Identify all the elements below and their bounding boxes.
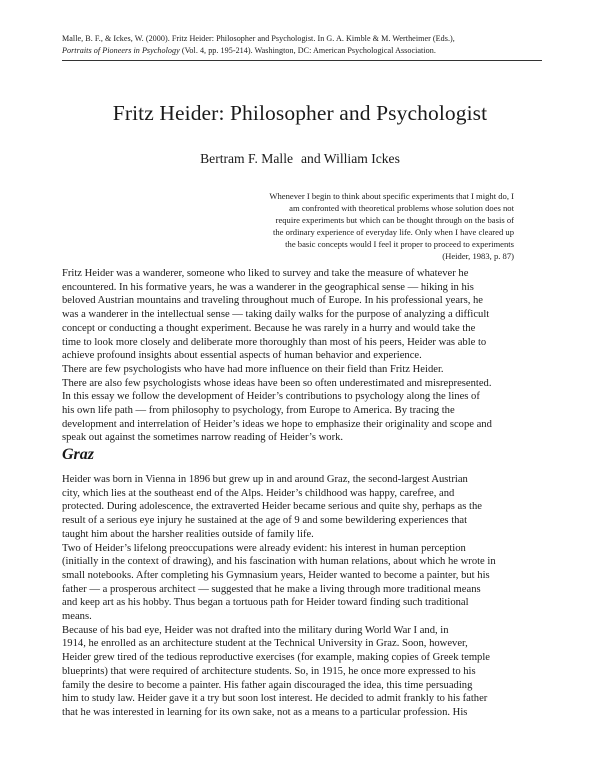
body-text-line: city, which lies at the southeast end of the Alps. Heider’s childhood was happy, carefree, and: [62, 487, 455, 499]
body-text-line: encountered. In his formative years, he was a wanderer in the geographical sense — hiking in his: [62, 281, 474, 293]
section-heading-graz: Graz: [62, 446, 95, 463]
body-text-line: and keep art as his hobby. Thus began a tortuous path for Heider toward finding such traditional: [62, 597, 469, 609]
body-text-line: speak out against the sometimes narrow reading of Heider’s work.: [62, 432, 344, 444]
graz-paragraphs: [62, 473, 540, 720]
citation-rest: (Vol. 4, pp. 195-214). Washington, DC: American Psychological Association.: [179, 46, 436, 55]
body-text-line: beloved Austrian mountains and traveling throughout much of Europe. In his professional years, he: [62, 295, 484, 307]
body-text-line: his own life path — from philosophy to psychology, from Europe to America. By tracing the: [62, 405, 455, 417]
body-text-line: family the desire to become a painter. His father again discouraged the idea, this time persuading: [62, 679, 473, 691]
body-text-line: Heider grew tired of the tedious reproductive exercises (for example, making copies of Greek temple: [62, 652, 490, 664]
body-text-line: time to look more closely and deliberate more thoroughly than most of his peers, Heider was able to: [62, 336, 487, 348]
body-text-line: protected. During adolescence, the extraverted Heider became serious and quite shy, perhaps as the: [62, 501, 482, 513]
body-text-line: result of a serious eye injury he sustained at the age of 9 and some bewildering experiences that: [62, 515, 468, 527]
epigraph-line: Whenever I begin to think about specific experiments that I might do, I: [269, 191, 514, 201]
body-text-line: achieve profound insights about essential aspects of human behavior and experience.: [62, 350, 422, 362]
citation-line-2: [62, 45, 542, 57]
epigraph-line: the basic concepts would I feel it proper to proceed to experiments: [285, 238, 514, 249]
citation-header: [62, 33, 542, 61]
body-text-line: concept or conducting a thought experiment. Because he was rarely in a hurry and would take the: [62, 322, 476, 334]
body-text-line: 1914, he enrolled as an architecture student at the Technical University in Graz. Soon, however,: [62, 638, 468, 650]
author-1: Bertram F. Malle: [200, 151, 294, 166]
epigraph-line: the ordinary experience of everyday life. Only when I have cleared up: [273, 226, 514, 237]
body-text-line: Fritz Heider was a wanderer, someone who liked to survey and take the measure of whatever he: [62, 268, 469, 279]
body-text-line: means.: [62, 611, 92, 623]
body-text-line: There are few psychologists who have had more influence on their field than Fritz Heider.: [62, 363, 444, 375]
body-text-line: him to study law. Heider gave it a try but soon lost interest. He decided to admit frankly to his father: [62, 693, 488, 705]
body-text-line: development and interrelation of Heider’s ideas we hope to emphasize their originality and scope and: [62, 418, 492, 430]
body-text-line: (initially in the context of drawing), and his fascination with human relations, about which he wrote in: [62, 556, 496, 568]
body-text-line: small notebooks. After completing his Gymnasium years, Heider wanted to become a painter, but his: [62, 569, 490, 581]
body-text-line: that he was interested in learning for its own sake, not as a means to a particular profession. His: [62, 706, 468, 718]
body-text-line: Because of his bad eye, Heider was not drafted into the military during World War I and, in: [62, 624, 449, 636]
epigraph-line: am confronted with theoretical problems whose solution does not: [289, 202, 514, 213]
body-text-line: father — a prosperous architect — suggested that he make a living through more traditional means: [62, 583, 481, 595]
body-text-line: Two of Heider’s lifelong preoccupations were already evident: his interest in human perception: [62, 542, 466, 554]
citation-book-title: Portraits of Pioneers in Psychology: [62, 46, 180, 55]
page-title: Fritz Heider: Philosopher and Psychologist: [112, 101, 488, 125]
author-line: [0, 151, 600, 167]
body-text-line: taught him about the harsher realities outside of family life.: [62, 528, 314, 540]
body-text-line: was a wanderer in the intellectual sense — taking daily walks for the purpose of analyzing a difficult: [62, 309, 490, 321]
body-text-line: blueprints) that were required of architecture students. So, in 1915, he once more expressed to his: [62, 665, 476, 677]
body-text-line: There are also few psychologists whose ideas have been so often underestimated and misrepresented.: [62, 377, 492, 389]
intro-paragraphs: [62, 267, 540, 445]
author-2: and William Ickes: [301, 151, 400, 166]
epigraph-line: require experiments but which can be thought through on the basis of: [275, 214, 514, 225]
citation-line-1: Malle, B. F., & Ickes, W. (2000). Fritz Heider: Philosopher and Psychologist. In G. A. Kimble & M. Wertheimer (Eds.),: [62, 34, 455, 43]
body-text-line: Heider was born in Vienna in 1896 but grew up in and around Graz, the second-largest Austrian: [62, 474, 468, 485]
epigraph-line: (Heider, 1983, p. 87): [442, 250, 514, 261]
epigraph-quote: [210, 191, 514, 262]
body-text-line: In this essay we follow the development of Heider’s contributions to psychology along the lines of: [62, 391, 480, 403]
